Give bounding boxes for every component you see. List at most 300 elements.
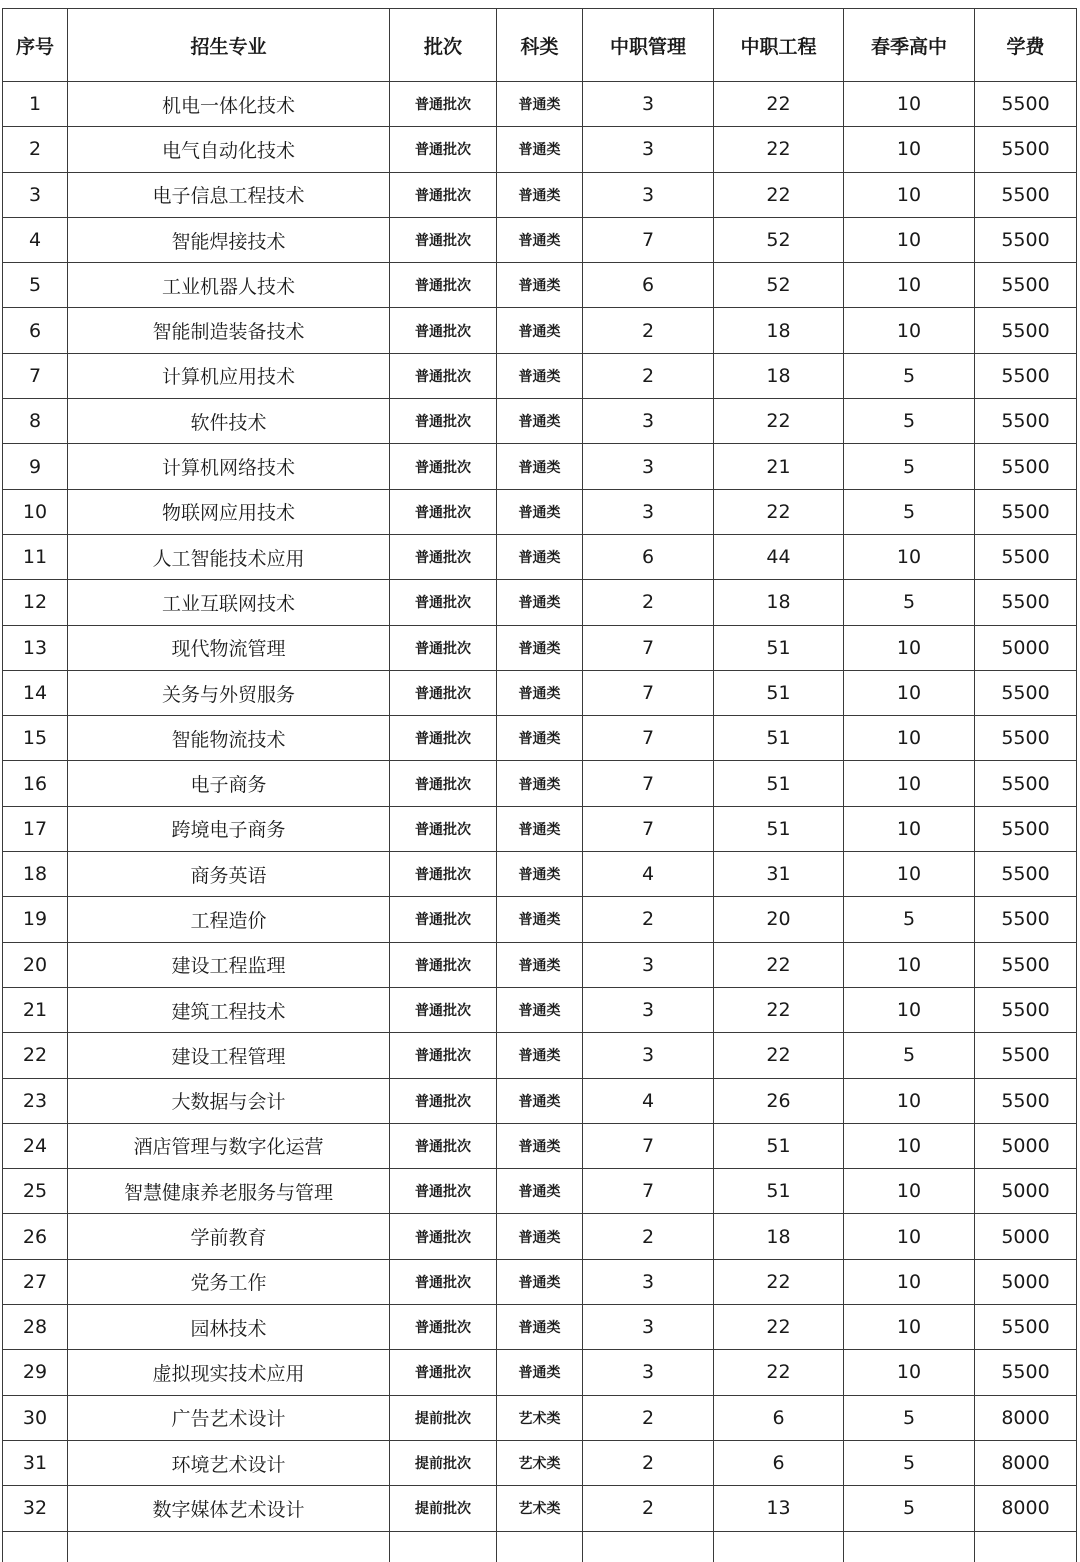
table-row <box>3 489 1077 534</box>
cell-major: 计算机应用技术 <box>68 353 390 398</box>
cell-vocational-management: 3 <box>583 444 714 489</box>
cell-vocational-engineering: 51 <box>714 1169 844 1214</box>
cell-category: 普通类 <box>497 580 583 625</box>
cell-category: 艺术类 <box>497 1440 583 1485</box>
cell-spring-high-school: 5 <box>844 1440 975 1485</box>
cell-major: 电子信息工程技术 <box>68 172 390 217</box>
table-row <box>3 987 1077 1032</box>
cell-category: 普通类 <box>497 399 583 444</box>
cell-spring-high-school: 10 <box>844 942 975 987</box>
cell-vocational-engineering: 51 <box>714 716 844 761</box>
cell-tuition: 5500 <box>975 444 1077 489</box>
cell-batch: 普通批次 <box>390 1078 497 1123</box>
cell-vocational-engineering: 20 <box>714 897 844 942</box>
header-category: 科类 <box>497 9 583 82</box>
cell-spring-high-school: 10 <box>844 1350 975 1395</box>
table-body <box>3 82 1077 1562</box>
cell-category: 普通类 <box>497 308 583 353</box>
table-row <box>3 353 1077 398</box>
cell-index: 20 <box>3 942 68 987</box>
cell-index: 26 <box>3 1214 68 1259</box>
cell-major: 建设工程管理 <box>68 1033 390 1078</box>
cell-category: 普通类 <box>497 263 583 308</box>
cell-batch: 普通批次 <box>390 806 497 851</box>
cell-category: 普通类 <box>497 1305 583 1350</box>
cell-tuition: 8000 <box>975 1486 1077 1531</box>
cell-major: 建设工程监理 <box>68 942 390 987</box>
table-row <box>3 1486 1077 1531</box>
cell-batch: 普通批次 <box>390 217 497 262</box>
cell-index: 10 <box>3 489 68 534</box>
table-row <box>3 716 1077 761</box>
cell-major: 工程造价 <box>68 897 390 942</box>
cell-tuition: 5500 <box>975 263 1077 308</box>
cell-major: 党务工作 <box>68 1259 390 1304</box>
table-row-cut-off <box>3 1531 1077 1562</box>
cell-category: 普通类 <box>497 489 583 534</box>
table-row <box>3 852 1077 897</box>
cell-batch: 普通批次 <box>390 399 497 444</box>
cell-category: 普通类 <box>497 806 583 851</box>
cell-vocational-management: 4 <box>583 1078 714 1123</box>
cell-index: 29 <box>3 1350 68 1395</box>
cell-major: 智能焊接技术 <box>68 217 390 262</box>
cell-spring-high-school: 5 <box>844 897 975 942</box>
cell-spring-high-school: 10 <box>844 217 975 262</box>
cell-batch: 普通批次 <box>390 625 497 670</box>
cell-index: 3 <box>3 172 68 217</box>
cell-tuition: 8000 <box>975 1395 1077 1440</box>
cell-index: 27 <box>3 1259 68 1304</box>
cell-vocational-management: 3 <box>583 987 714 1032</box>
cell-category: 普通类 <box>497 1259 583 1304</box>
cell-vocational-management: 3 <box>583 399 714 444</box>
cell-spring-high-school: 10 <box>844 806 975 851</box>
cell-spring-high-school: 5 <box>844 444 975 489</box>
cell-index: 5 <box>3 263 68 308</box>
cell-category: 普通类 <box>497 1169 583 1214</box>
table-row <box>3 308 1077 353</box>
cell-index: 31 <box>3 1440 68 1485</box>
header-major: 招生专业 <box>68 9 390 82</box>
table-row <box>3 534 1077 579</box>
cell-category: 普通类 <box>497 1033 583 1078</box>
cell-batch: 普通批次 <box>390 127 497 172</box>
cell-spring-high-school: 10 <box>844 1123 975 1168</box>
cell-category: 艺术类 <box>497 1486 583 1531</box>
cell-index: 16 <box>3 761 68 806</box>
cell-major: 环境艺术设计 <box>68 1440 390 1485</box>
cell-empty <box>583 1531 714 1562</box>
cell-tuition: 5500 <box>975 1305 1077 1350</box>
cell-tuition: 5500 <box>975 580 1077 625</box>
table-row <box>3 806 1077 851</box>
table-row <box>3 127 1077 172</box>
cell-tuition: 5000 <box>975 1123 1077 1168</box>
cell-tuition: 5500 <box>975 1078 1077 1123</box>
table-row <box>3 82 1077 127</box>
cell-vocational-management: 7 <box>583 217 714 262</box>
cell-vocational-management: 3 <box>583 489 714 534</box>
cell-tuition: 5500 <box>975 852 1077 897</box>
cell-index: 6 <box>3 308 68 353</box>
cell-major: 现代物流管理 <box>68 625 390 670</box>
cell-index: 32 <box>3 1486 68 1531</box>
cell-tuition: 5000 <box>975 1214 1077 1259</box>
cell-spring-high-school: 5 <box>844 1033 975 1078</box>
cell-batch: 普通批次 <box>390 172 497 217</box>
cell-major: 工业互联网技术 <box>68 580 390 625</box>
cell-index: 7 <box>3 353 68 398</box>
cell-index: 2 <box>3 127 68 172</box>
table-row <box>3 1214 1077 1259</box>
cell-tuition: 5500 <box>975 489 1077 534</box>
cell-empty <box>3 1531 68 1562</box>
cell-vocational-management: 3 <box>583 1350 714 1395</box>
cell-spring-high-school: 10 <box>844 987 975 1032</box>
cell-index: 30 <box>3 1395 68 1440</box>
cell-batch: 普通批次 <box>390 761 497 806</box>
cell-tuition: 5500 <box>975 806 1077 851</box>
cell-tuition: 5500 <box>975 82 1077 127</box>
cell-major: 广告艺术设计 <box>68 1395 390 1440</box>
cell-tuition: 5500 <box>975 897 1077 942</box>
cell-vocational-management: 7 <box>583 1169 714 1214</box>
cell-batch: 普通批次 <box>390 1350 497 1395</box>
table-row <box>3 217 1077 262</box>
header-spring-high-school: 春季高中 <box>844 9 975 82</box>
cell-spring-high-school: 10 <box>844 308 975 353</box>
cell-category: 普通类 <box>497 353 583 398</box>
cell-index: 18 <box>3 852 68 897</box>
cell-index: 25 <box>3 1169 68 1214</box>
table-row <box>3 1440 1077 1485</box>
cell-spring-high-school: 5 <box>844 580 975 625</box>
cell-category: 普通类 <box>497 1350 583 1395</box>
table-row <box>3 1078 1077 1123</box>
cell-vocational-engineering: 22 <box>714 489 844 534</box>
header-vocational-management: 中职管理 <box>583 9 714 82</box>
table-row <box>3 942 1077 987</box>
cell-spring-high-school: 10 <box>844 82 975 127</box>
header-vocational-engineering: 中职工程 <box>714 9 844 82</box>
cell-tuition: 5500 <box>975 1350 1077 1395</box>
cell-tuition: 5500 <box>975 987 1077 1032</box>
table-row <box>3 399 1077 444</box>
cell-vocational-engineering: 51 <box>714 1123 844 1168</box>
cell-vocational-management: 3 <box>583 942 714 987</box>
cell-vocational-engineering: 18 <box>714 1214 844 1259</box>
cell-spring-high-school: 5 <box>844 1486 975 1531</box>
cell-vocational-engineering: 26 <box>714 1078 844 1123</box>
cell-vocational-engineering: 22 <box>714 987 844 1032</box>
cell-vocational-management: 4 <box>583 852 714 897</box>
cell-vocational-engineering: 22 <box>714 942 844 987</box>
cell-empty <box>714 1531 844 1562</box>
cell-category: 普通类 <box>497 716 583 761</box>
cell-vocational-management: 3 <box>583 1259 714 1304</box>
cell-category: 普通类 <box>497 127 583 172</box>
cell-tuition: 5500 <box>975 172 1077 217</box>
cell-batch: 普通批次 <box>390 716 497 761</box>
cell-index: 1 <box>3 82 68 127</box>
cell-tuition: 5500 <box>975 217 1077 262</box>
cell-batch: 普通批次 <box>390 1123 497 1168</box>
cell-spring-high-school: 5 <box>844 489 975 534</box>
cell-spring-high-school: 10 <box>844 263 975 308</box>
cell-major: 计算机网络技术 <box>68 444 390 489</box>
cell-batch: 普通批次 <box>390 1214 497 1259</box>
cell-empty <box>68 1531 390 1562</box>
cell-vocational-management: 7 <box>583 1123 714 1168</box>
cell-vocational-management: 2 <box>583 1440 714 1485</box>
table-row <box>3 1350 1077 1395</box>
cell-category: 艺术类 <box>497 1395 583 1440</box>
cell-tuition: 5500 <box>975 127 1077 172</box>
enrollment-table <box>2 8 1077 1562</box>
cell-batch: 普通批次 <box>390 82 497 127</box>
cell-major: 酒店管理与数字化运营 <box>68 1123 390 1168</box>
cell-tuition: 5500 <box>975 399 1077 444</box>
cell-spring-high-school: 10 <box>844 1259 975 1304</box>
table-row <box>3 1305 1077 1350</box>
cell-spring-high-school: 5 <box>844 1395 975 1440</box>
cell-major: 工业机器人技术 <box>68 263 390 308</box>
cell-category: 普通类 <box>497 897 583 942</box>
cell-vocational-engineering: 22 <box>714 1350 844 1395</box>
cell-tuition: 8000 <box>975 1440 1077 1485</box>
cell-major: 大数据与会计 <box>68 1078 390 1123</box>
cell-vocational-management: 7 <box>583 761 714 806</box>
cell-vocational-engineering: 22 <box>714 127 844 172</box>
cell-batch: 普通批次 <box>390 353 497 398</box>
cell-vocational-engineering: 18 <box>714 308 844 353</box>
cell-index: 24 <box>3 1123 68 1168</box>
cell-vocational-management: 6 <box>583 534 714 579</box>
cell-vocational-engineering: 31 <box>714 852 844 897</box>
cell-batch: 普通批次 <box>390 942 497 987</box>
cell-index: 28 <box>3 1305 68 1350</box>
cell-index: 21 <box>3 987 68 1032</box>
cell-vocational-management: 7 <box>583 806 714 851</box>
header-batch: 批次 <box>390 9 497 82</box>
cell-spring-high-school: 10 <box>844 534 975 579</box>
cell-tuition: 5000 <box>975 625 1077 670</box>
table-row <box>3 580 1077 625</box>
cell-batch: 普通批次 <box>390 987 497 1032</box>
cell-tuition: 5500 <box>975 670 1077 715</box>
cell-index: 9 <box>3 444 68 489</box>
cell-vocational-engineering: 18 <box>714 580 844 625</box>
cell-vocational-engineering: 6 <box>714 1440 844 1485</box>
cell-major: 学前教育 <box>68 1214 390 1259</box>
cell-batch: 普通批次 <box>390 1305 497 1350</box>
cell-vocational-engineering: 22 <box>714 1033 844 1078</box>
cell-index: 22 <box>3 1033 68 1078</box>
cell-tuition: 5000 <box>975 1169 1077 1214</box>
cell-index: 15 <box>3 716 68 761</box>
cell-tuition: 5500 <box>975 1033 1077 1078</box>
cell-category: 普通类 <box>497 670 583 715</box>
cell-empty <box>844 1531 975 1562</box>
cell-category: 普通类 <box>497 625 583 670</box>
cell-major: 智能制造装备技术 <box>68 308 390 353</box>
cell-category: 普通类 <box>497 82 583 127</box>
table-row <box>3 1395 1077 1440</box>
cell-index: 8 <box>3 399 68 444</box>
cell-category: 普通类 <box>497 852 583 897</box>
cell-index: 17 <box>3 806 68 851</box>
table-row <box>3 172 1077 217</box>
cell-spring-high-school: 10 <box>844 716 975 761</box>
cell-vocational-engineering: 51 <box>714 761 844 806</box>
cell-major: 数字媒体艺术设计 <box>68 1486 390 1531</box>
cell-batch: 普通批次 <box>390 670 497 715</box>
cell-batch: 普通批次 <box>390 1169 497 1214</box>
cell-vocational-management: 3 <box>583 1033 714 1078</box>
cell-batch: 提前批次 <box>390 1440 497 1485</box>
cell-spring-high-school: 5 <box>844 353 975 398</box>
table-row <box>3 263 1077 308</box>
cell-vocational-engineering: 22 <box>714 172 844 217</box>
cell-batch: 提前批次 <box>390 1486 497 1531</box>
cell-category: 普通类 <box>497 1123 583 1168</box>
table-row <box>3 1259 1077 1304</box>
cell-vocational-management: 6 <box>583 263 714 308</box>
cell-vocational-engineering: 22 <box>714 1259 844 1304</box>
cell-spring-high-school: 10 <box>844 1305 975 1350</box>
cell-spring-high-school: 10 <box>844 1169 975 1214</box>
cell-tuition: 5500 <box>975 534 1077 579</box>
cell-batch: 普通批次 <box>390 308 497 353</box>
cell-vocational-engineering: 52 <box>714 263 844 308</box>
cell-batch: 普通批次 <box>390 1033 497 1078</box>
cell-category: 普通类 <box>497 217 583 262</box>
cell-tuition: 5500 <box>975 761 1077 806</box>
cell-category: 普通类 <box>497 942 583 987</box>
cell-category: 普通类 <box>497 1078 583 1123</box>
cell-spring-high-school: 10 <box>844 127 975 172</box>
cell-vocational-engineering: 52 <box>714 217 844 262</box>
cell-empty <box>497 1531 583 1562</box>
cell-vocational-engineering: 22 <box>714 1305 844 1350</box>
cell-index: 12 <box>3 580 68 625</box>
cell-index: 13 <box>3 625 68 670</box>
cell-category: 普通类 <box>497 1214 583 1259</box>
cell-batch: 普通批次 <box>390 534 497 579</box>
cell-vocational-management: 3 <box>583 172 714 217</box>
cell-index: 4 <box>3 217 68 262</box>
cell-major: 电气自动化技术 <box>68 127 390 172</box>
cell-index: 23 <box>3 1078 68 1123</box>
table-row <box>3 1169 1077 1214</box>
cell-major: 建筑工程技术 <box>68 987 390 1032</box>
cell-index: 11 <box>3 534 68 579</box>
cell-major: 软件技术 <box>68 399 390 444</box>
cell-spring-high-school: 10 <box>844 852 975 897</box>
cell-vocational-engineering: 22 <box>714 399 844 444</box>
cell-category: 普通类 <box>497 444 583 489</box>
cell-spring-high-school: 10 <box>844 670 975 715</box>
cell-tuition: 5500 <box>975 716 1077 761</box>
cell-major: 电子商务 <box>68 761 390 806</box>
cell-major: 商务英语 <box>68 852 390 897</box>
cell-spring-high-school: 10 <box>844 625 975 670</box>
cell-category: 普通类 <box>497 987 583 1032</box>
cell-major: 物联网应用技术 <box>68 489 390 534</box>
cell-batch: 普通批次 <box>390 580 497 625</box>
cell-vocational-management: 3 <box>583 82 714 127</box>
table-row <box>3 444 1077 489</box>
cell-vocational-engineering: 44 <box>714 534 844 579</box>
table-header-row <box>3 9 1077 82</box>
cell-vocational-management: 2 <box>583 1214 714 1259</box>
cell-vocational-management: 2 <box>583 1395 714 1440</box>
cell-spring-high-school: 10 <box>844 1078 975 1123</box>
cell-vocational-management: 7 <box>583 716 714 761</box>
cell-category: 普通类 <box>497 172 583 217</box>
cell-batch: 提前批次 <box>390 1395 497 1440</box>
cell-vocational-management: 3 <box>583 127 714 172</box>
cell-vocational-engineering: 13 <box>714 1486 844 1531</box>
cell-batch: 普通批次 <box>390 263 497 308</box>
cell-vocational-management: 3 <box>583 1305 714 1350</box>
cell-batch: 普通批次 <box>390 1259 497 1304</box>
cell-vocational-engineering: 22 <box>714 82 844 127</box>
cell-major: 智慧健康养老服务与管理 <box>68 1169 390 1214</box>
cell-empty <box>975 1531 1077 1562</box>
cell-vocational-management: 2 <box>583 897 714 942</box>
cell-vocational-engineering: 21 <box>714 444 844 489</box>
cell-vocational-management: 2 <box>583 580 714 625</box>
cell-tuition: 5500 <box>975 353 1077 398</box>
header-tuition: 学费 <box>975 9 1077 82</box>
cell-vocational-management: 2 <box>583 1486 714 1531</box>
cell-vocational-management: 7 <box>583 625 714 670</box>
cell-spring-high-school: 10 <box>844 1214 975 1259</box>
cell-major: 园林技术 <box>68 1305 390 1350</box>
cell-spring-high-school: 10 <box>844 172 975 217</box>
cell-vocational-management: 2 <box>583 353 714 398</box>
cell-major: 虚拟现实技术应用 <box>68 1350 390 1395</box>
cell-major: 机电一体化技术 <box>68 82 390 127</box>
cell-vocational-engineering: 6 <box>714 1395 844 1440</box>
cell-major: 智能物流技术 <box>68 716 390 761</box>
cell-batch: 普通批次 <box>390 444 497 489</box>
cell-index: 14 <box>3 670 68 715</box>
cell-vocational-engineering: 51 <box>714 670 844 715</box>
cell-tuition: 5500 <box>975 942 1077 987</box>
table-row <box>3 625 1077 670</box>
cell-major: 跨境电子商务 <box>68 806 390 851</box>
cell-vocational-engineering: 18 <box>714 353 844 398</box>
cell-tuition: 5500 <box>975 308 1077 353</box>
table-row <box>3 897 1077 942</box>
cell-vocational-management: 7 <box>583 670 714 715</box>
cell-empty <box>390 1531 497 1562</box>
cell-batch: 普通批次 <box>390 897 497 942</box>
cell-vocational-management: 2 <box>583 308 714 353</box>
cell-batch: 普通批次 <box>390 852 497 897</box>
table-row <box>3 1033 1077 1078</box>
cell-batch: 普通批次 <box>390 489 497 534</box>
cell-major: 关务与外贸服务 <box>68 670 390 715</box>
header-index: 序号 <box>3 9 68 82</box>
table-row <box>3 761 1077 806</box>
cell-tuition: 5000 <box>975 1259 1077 1304</box>
cell-major: 人工智能技术应用 <box>68 534 390 579</box>
cell-category: 普通类 <box>497 534 583 579</box>
